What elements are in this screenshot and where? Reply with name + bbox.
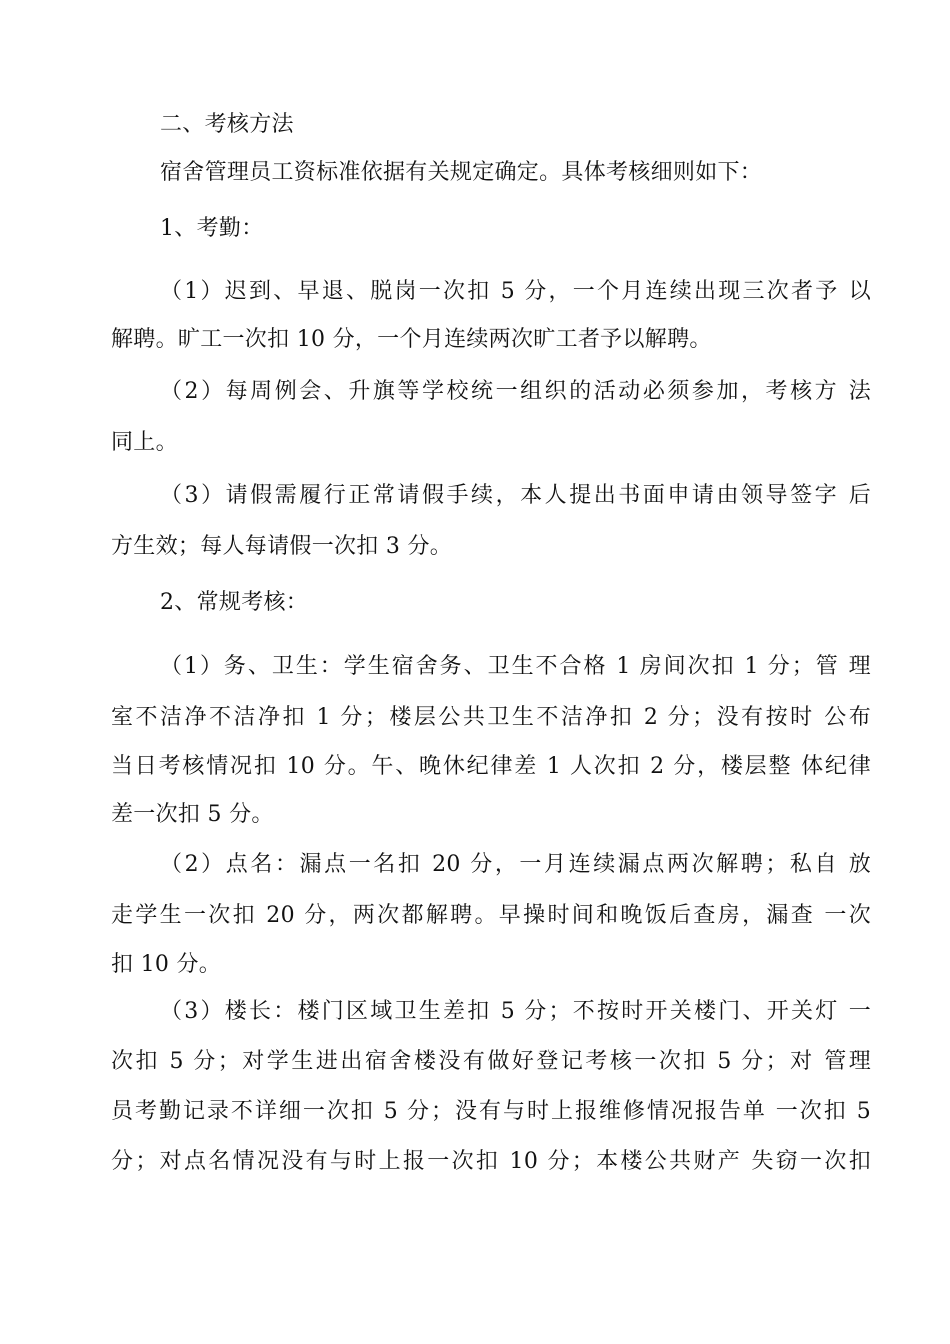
paragraph-line: 室不洁净不洁净扣 1 分；楼层公共卫生不洁净扣 2 分；没有按时 公布 <box>111 705 871 730</box>
paragraph-line: （1）迟到、早退、脱岗一次扣 5 分，一个月连续出现三次者予 以 <box>160 279 871 304</box>
paragraph-line: 分；对点名情况没有与时上报一次扣 10 分；本楼公共财产 失窃一次扣 <box>111 1149 871 1174</box>
paragraph-line: （2）点名：漏点一名扣 20 分，一月连续漏点两次解聘；私自 放 <box>160 852 871 877</box>
paragraph-line: 差一次扣 5 分。 <box>111 802 274 827</box>
subsection-heading-attendance: 1、考勤： <box>160 216 264 241</box>
paragraph-line: （3）楼长：楼门区域卫生差扣 5 分；不按时开关楼门、开关灯 一 <box>160 999 871 1024</box>
paragraph-line: 员考勤记录不详细一次扣 5 分；没有与时上报维修情况报告单 一次扣 5 <box>111 1099 871 1124</box>
paragraph-line: （3）请假需履行正常请假手续，本人提出书面申请由领导签字 后 <box>160 483 871 508</box>
subsection-heading-routine: 2、常规考核： <box>160 590 309 615</box>
paragraph-line: （2）每周例会、升旗等学校统一组织的活动必须参加，考核方 法 <box>160 379 871 404</box>
paragraph-line: 同上。 <box>111 430 178 455</box>
paragraph-line: 方生效；每人每请假一次扣 3 分。 <box>111 534 453 559</box>
section-heading: 二、考核方法 <box>160 112 294 137</box>
paragraph-line: 扣 10 分。 <box>111 952 222 977</box>
paragraph-line: （1）务、卫生：学生宿舍务、卫生不合格 1 房间次扣 1 分；管 理 <box>160 654 871 679</box>
paragraph-line: 次扣 5 分；对学生进出宿舍楼没有做好登记考核一次扣 5 分；对 管理 <box>111 1049 871 1074</box>
paragraph-line: 当日考核情况扣 10 分。午、晚休纪律差 1 人次扣 2 分，楼层整 体纪律 <box>111 754 871 779</box>
paragraph-line: 解聘。旷工一次扣 10 分，一个月连续两次旷工者予以解聘。 <box>111 327 712 352</box>
intro-paragraph: 宿舍管理员工资标准依据有关规定确定。具体考核细则如下： <box>160 160 763 185</box>
paragraph-line: 走学生一次扣 20 分，两次都解聘。早操时间和晚饭后查房，漏查 一次 <box>111 903 871 928</box>
